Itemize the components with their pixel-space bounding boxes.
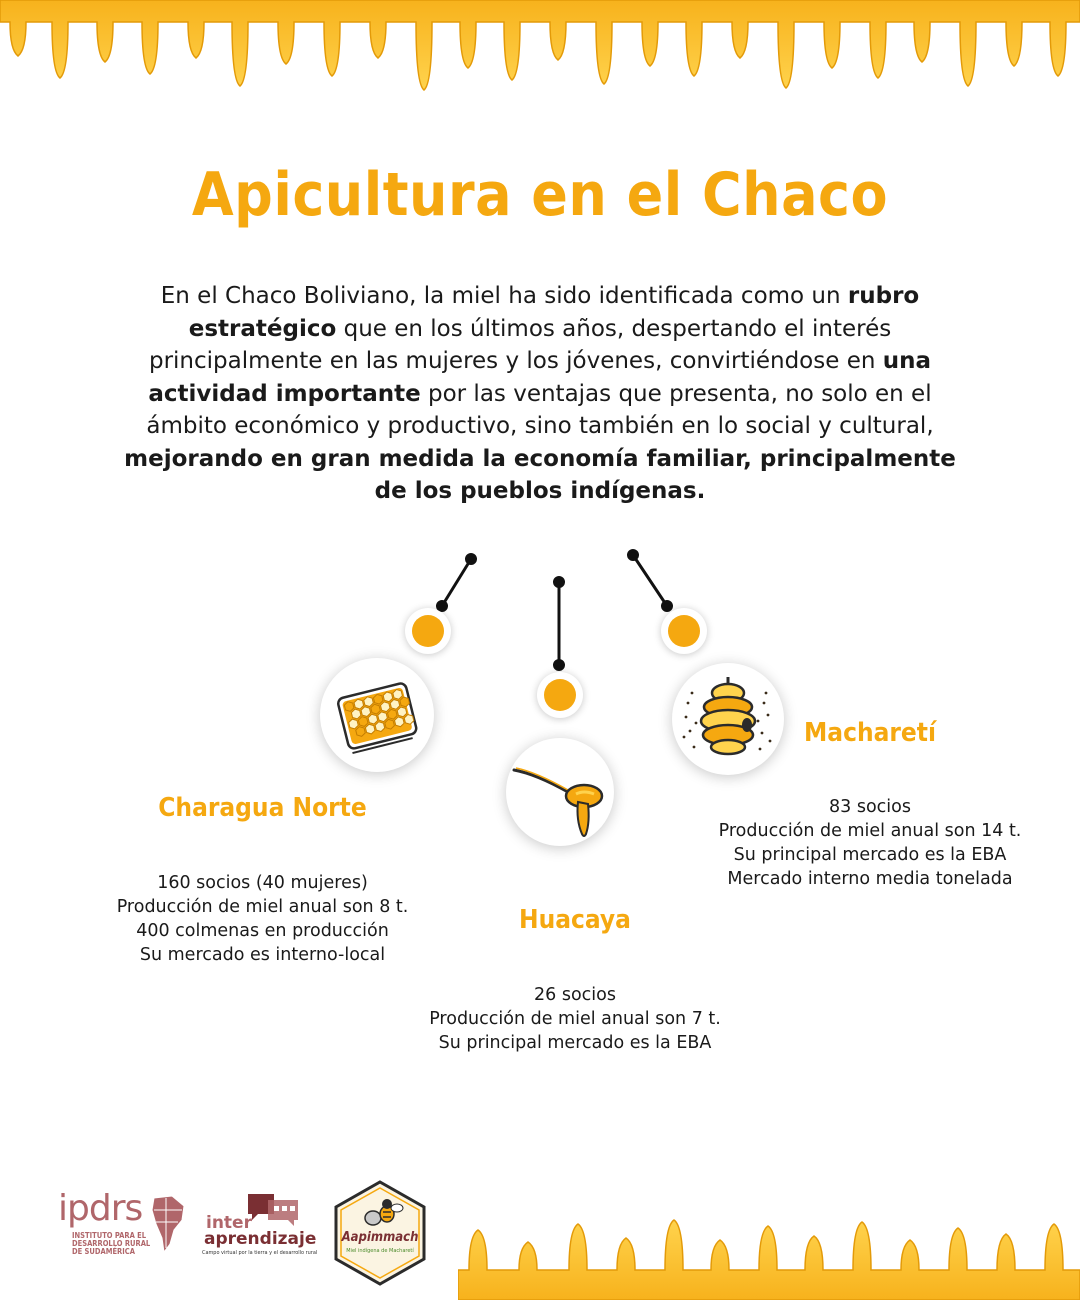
info-line: Mercado interno media tonelada bbox=[727, 869, 1013, 889]
coop-info-huacaya bbox=[400, 983, 750, 1055]
info-line: Su principal mercado es la EBA bbox=[733, 845, 1007, 865]
bottom-honey-drip-border bbox=[458, 1200, 1080, 1300]
interaprendizaje-logo-line1: inter bbox=[206, 1213, 252, 1233]
coop-name-machareti: Macharetí bbox=[804, 718, 936, 748]
interaprendizaje-logo-tagline: Campo virtual por la tierra y el desarrollo rural bbox=[202, 1250, 318, 1256]
intro-paragraph bbox=[120, 280, 960, 508]
south-america-map-icon bbox=[148, 1194, 188, 1254]
honey-dot-center bbox=[537, 672, 583, 718]
info-line: 400 colmenas en producción bbox=[136, 921, 389, 941]
connector-dot-right-bottom bbox=[663, 602, 672, 611]
coop-name-charagua-norte: Charagua Norte bbox=[158, 793, 367, 823]
intro-text-1: En el Chaco Boliviano, la miel ha sido identificada como un bbox=[160, 283, 848, 309]
info-line: Su principal mercado es la EBA bbox=[438, 1033, 712, 1053]
ipdrs-logo-name: ipdrs bbox=[58, 1188, 143, 1229]
coop-name-huacaya: Huacaya bbox=[519, 905, 631, 935]
honey-spoon-circle bbox=[506, 738, 614, 846]
connector-dot-right-top bbox=[629, 551, 638, 560]
connector-line-left bbox=[442, 559, 471, 606]
coop-info-machareti bbox=[690, 795, 1050, 891]
honeycomb-circle bbox=[320, 658, 434, 772]
intro-text-3: por las ventajas que presenta, no solo en el ámbito económico y productivo, sino también en lo social y cultural, bbox=[146, 380, 934, 439]
honey-dot-left bbox=[405, 608, 451, 654]
interaprendizaje-logo-line2: aprendizaje bbox=[204, 1229, 317, 1249]
info-line: Producción de miel anual son 14 t. bbox=[718, 821, 1022, 841]
beehive-icon bbox=[672, 663, 784, 775]
intro-bold-3: mejorando en gran medida la economía familiar, principalmente de los pueblos indígenas. bbox=[124, 445, 956, 504]
intro-bold-1: rubro estratégico bbox=[188, 283, 920, 342]
info-line: Su mercado es interno-local bbox=[139, 945, 386, 965]
interaprendizaje-logo bbox=[202, 1190, 322, 1270]
info-line: Producción de miel anual son 8 t. bbox=[116, 897, 409, 917]
aapimmach-logo-tagline: Miel indígena de Macharetí bbox=[346, 1248, 414, 1254]
honey-spoon-icon bbox=[506, 738, 614, 846]
beehive-circle bbox=[672, 663, 784, 775]
honey-dot-right bbox=[661, 608, 707, 654]
intro-bold-2: una actividad importante bbox=[148, 348, 932, 407]
info-line: 160 socios (40 mujeres) bbox=[157, 873, 368, 893]
coop-info-charagua-norte bbox=[90, 871, 435, 967]
page-title: Apicultura en el Chaco bbox=[191, 160, 889, 230]
ipdrs-logo bbox=[58, 1188, 188, 1268]
top-honey-drip-border bbox=[0, 0, 1080, 110]
ipdrs-logo-subtitle: INSTITUTO PARA EL DESARROLLO RURAL DE SUDAMÉRICA bbox=[72, 1231, 151, 1256]
aapimmach-logo-name: Aapimmach bbox=[341, 1230, 419, 1245]
connector-dot-center-bottom bbox=[555, 661, 564, 670]
speech-bubbles-icon bbox=[244, 1190, 302, 1228]
info-line: 26 socios bbox=[534, 985, 616, 1005]
info-line: 83 socios bbox=[829, 797, 911, 817]
connector-dot-left-bottom bbox=[438, 602, 447, 611]
aapimmach-logo bbox=[333, 1180, 427, 1286]
connector-dot-center-top bbox=[555, 578, 564, 587]
connector-dot-left-top bbox=[467, 555, 476, 564]
connector-line-right bbox=[633, 555, 667, 606]
intro-text-2: que en los últimos años, despertando el interés principalmente en las mujeres y los jóvenes, convirtiéndose en bbox=[148, 315, 892, 374]
info-line: Producción de miel anual son 7 t. bbox=[429, 1009, 721, 1029]
honeycomb-icon bbox=[320, 658, 434, 772]
